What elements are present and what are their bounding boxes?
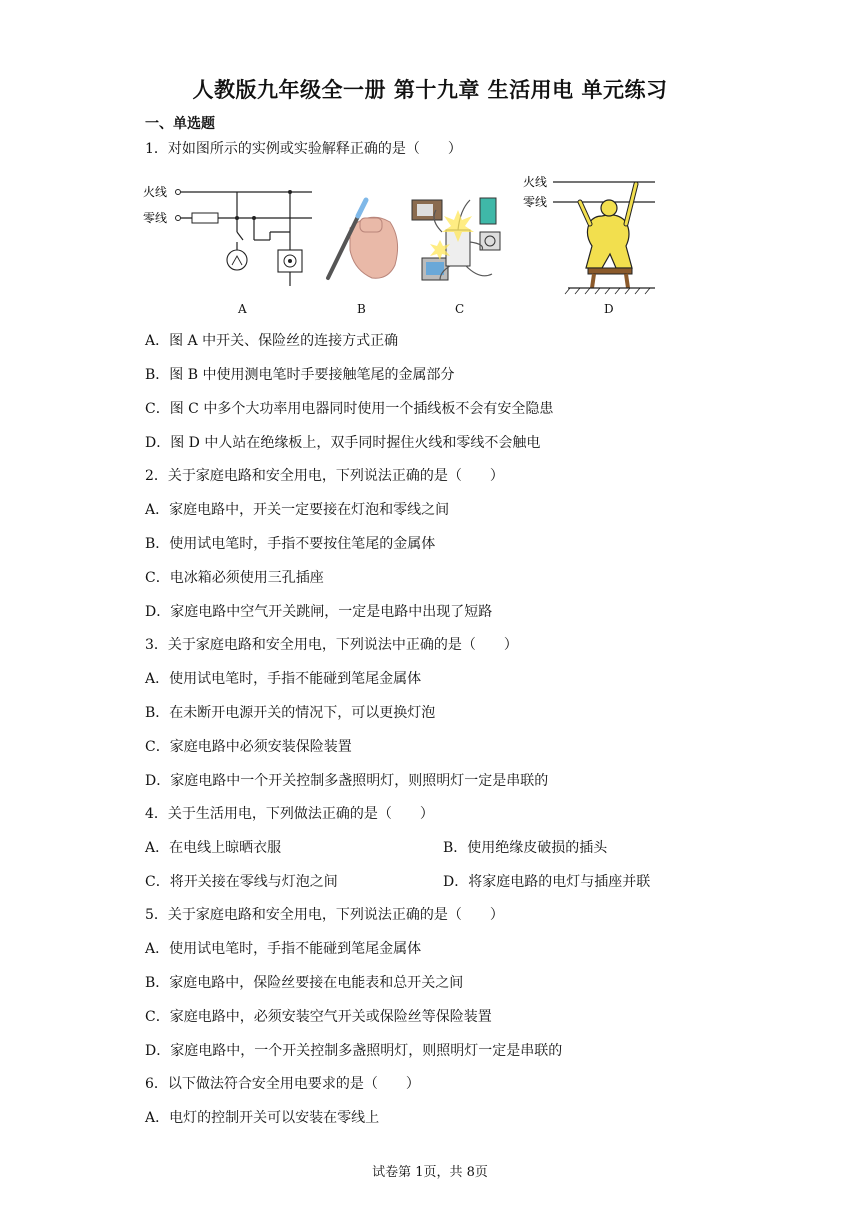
stool-icon [588,268,632,274]
figure-label-a: A [238,302,247,316]
q1-option-d: D．图 D 中人站在绝缘板上，双手同时握住火线和零线不会触电 [145,435,541,451]
wire-neutral-label-d: 零线 [523,195,548,209]
q1-option-b: B．图 B 中使用测电笔时手要接触笔尾的金属部分 [145,367,455,383]
fuse-icon [192,213,218,223]
q2-option-b: B．使用试电笔时，手指不要按住笔尾的金属体 [145,536,436,552]
q3-option-d: D．家庭电路中一个开关控制多盏照明灯，则照明灯一定是串联的 [145,773,549,789]
q4-option-b: B．使用绝缘皮破损的插头 [443,840,608,856]
figure-c-overloaded-strip [412,198,500,280]
q5-option-c: C．家庭电路中，必须安装空气开关或保险丝等保险装置 [145,1009,492,1025]
q4-option-a: A．在电线上晾晒衣服 [145,840,282,856]
wire-live-label: 火线 [143,185,168,199]
q5-option-a: A．使用试电笔时，手指不能碰到笔尾金属体 [145,941,422,957]
q2-option-a: A．家庭电路中，开关一定要接在灯泡和零线之间 [145,502,450,518]
q5-option-d: D．家庭电路中，一个开关控制多盏照明灯，则照明灯一定是串联的 [145,1043,563,1059]
q5-option-b: B．家庭电路中，保险丝要接在电能表和总开关之间 [145,975,464,991]
q3-option-c: C．家庭电路中必须安装保险装置 [145,739,352,755]
wire-live-label-d: 火线 [523,175,548,189]
section-heading: 一、单选题 [145,116,215,132]
figure-label-b: B [357,302,366,316]
q4-option-d: D．将家庭电路的电灯与插座并联 [443,874,651,890]
q1-option-c: C．图 C 中多个大功率用电器同时使用一个插线板不会有安全隐患 [145,401,554,417]
question-1-stem: 1．对如图所示的实例或实验解释正确的是（ ） [145,141,462,157]
figure-label-d: D [604,302,614,316]
bulb-icon [227,250,247,270]
page-title: 人教版九年级全一册 第十九章 生活用电 单元练习 [192,78,668,102]
wire-neutral-label: 零线 [143,211,168,225]
question-5-stem: 5．关于家庭电路和安全用电，下列说法正确的是（ ） [145,907,504,923]
figure-b-test-pen [328,200,398,278]
switch-icon [237,232,243,240]
question-4-stem: 4．关于生活用电，下列做法正确的是（ ） [145,806,434,822]
question-1-figures [140,170,680,320]
question-2-stem: 2．关于家庭电路和安全用电，下列说法正确的是（ ） [145,468,504,484]
figure-a-circuit [143,184,312,286]
page-footer: 试卷第 1页，共 8页 [372,1165,488,1180]
question-6-stem: 6．以下做法符合安全用电要求的是（ ） [145,1076,420,1092]
q1-option-a: A．图 A 中开关、保险丝的连接方式正确 [145,333,399,349]
q6-option-a: A．电灯的控制开关可以安装在零线上 [145,1110,380,1126]
q2-option-c: C．电冰箱必须使用三孔插座 [145,570,324,586]
q4-option-c: C．将开关接在零线与灯泡之间 [145,874,338,890]
question-3-stem: 3．关于家庭电路和安全用电，下列说法中正确的是（ ） [145,637,518,653]
q3-option-a: A．使用试电笔时，手指不能碰到笔尾金属体 [145,671,422,687]
fridge-icon [480,198,496,224]
figure-svg [140,170,680,320]
q2-option-d: D．家庭电路中空气开关跳闸，一定是电路中出现了短路 [145,604,493,620]
figure-d-person-on-stool [523,174,655,294]
figure-label-c: C [455,302,465,316]
q3-option-b: B．在未断开电源开关的情况下，可以更换灯泡 [145,705,436,721]
